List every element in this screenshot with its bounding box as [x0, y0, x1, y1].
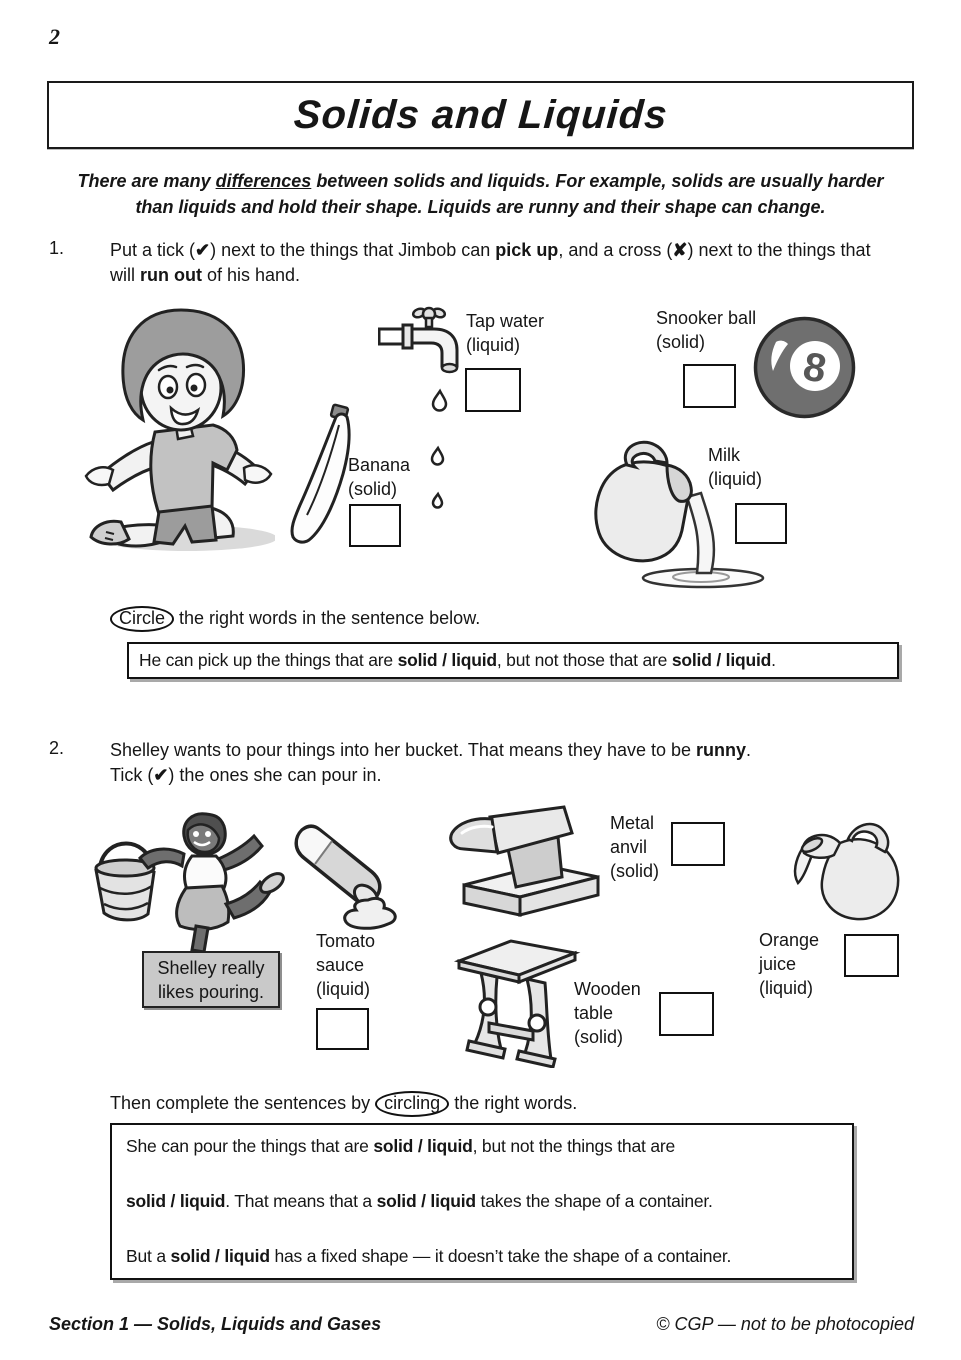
- label-line: (solid): [574, 1027, 624, 1047]
- wooden-table-checkbox[interactable]: [659, 992, 714, 1036]
- label-line: (liquid): [316, 979, 371, 999]
- q2-answer-line-2: solid / liquid. That means that a solid / liquid takes the shape of a container.: [126, 1191, 713, 1211]
- intro-text: [0, 168, 961, 220]
- label-line: Tomato: [316, 931, 376, 951]
- label-line: Wooden: [574, 979, 641, 999]
- caption-line: Shelley really: [157, 957, 265, 978]
- label-line: (solid): [610, 861, 660, 881]
- label-line: (solid): [656, 332, 706, 352]
- tap-illustration: [378, 303, 463, 515]
- intro-line-2: than liquids and hold their shape. Liquids are runny and their shape can change.: [135, 197, 826, 217]
- q2-text: [110, 738, 922, 788]
- tomato-sauce-illustration: [282, 808, 404, 936]
- label-line: Snooker ball: [656, 308, 757, 328]
- label-line: Orange: [759, 930, 820, 950]
- q1-line-2: will run out of his hand.: [110, 265, 301, 285]
- q2-circle-instruction: [110, 1091, 577, 1117]
- q1-number: 1.: [49, 238, 65, 258]
- metal-anvil-label: [610, 811, 659, 883]
- then-post-text: the right words.: [449, 1093, 578, 1113]
- banana-illustration: [280, 402, 358, 550]
- shelley-girl-illustration: [88, 808, 293, 973]
- label-line: (solid): [348, 479, 398, 499]
- label-line: (liquid): [759, 978, 814, 998]
- label-line: (liquid): [708, 469, 763, 489]
- q1-circle-instruction: [110, 606, 480, 632]
- label-line: juice: [759, 954, 797, 974]
- page-title: Solids and Liquids: [292, 92, 669, 137]
- label-line: sauce: [316, 955, 365, 975]
- tap-water-label: [466, 309, 544, 357]
- intro-line-1: There are many differences between solids and liquids. For example, solids are usually harder: [77, 171, 884, 191]
- label-line: Banana: [348, 455, 411, 475]
- tap-water-checkbox[interactable]: [465, 368, 521, 412]
- milk-checkbox[interactable]: [735, 503, 787, 544]
- milk-label: [708, 443, 762, 491]
- q2-answer-line-1: She can pour the things that are solid / liquid, but not the things that are: [126, 1136, 676, 1156]
- eight-ball-number: 8: [799, 344, 830, 392]
- orange-juice-checkbox[interactable]: [844, 934, 899, 977]
- label-line: Tap water: [466, 311, 545, 331]
- shelley-caption-box: [142, 951, 280, 1008]
- wooden-table-label: [574, 977, 641, 1049]
- q2-number: 2.: [49, 738, 65, 758]
- snooker-ball-label: [656, 306, 756, 354]
- jimbob-boy-illustration: [75, 300, 275, 560]
- circle-instruction-text: the right words in the sentence below.: [174, 608, 481, 628]
- title-box: [47, 81, 914, 149]
- label-line: Milk: [708, 445, 740, 465]
- orange-juice-jug-illustration: [788, 815, 910, 930]
- q2-line-2: Tick (✔) the ones she can pour in.: [110, 765, 382, 785]
- q1-line-1: Put a tick (✔) next to the things that Jimbob can pick up, and a cross (✘) next to the things that: [110, 240, 871, 260]
- footer-copyright: © CGP — not to be photocopied: [656, 1314, 914, 1334]
- label-line: anvil: [610, 837, 648, 857]
- caption-line: likes pouring.: [157, 981, 265, 1002]
- circling-word-oval: circling: [375, 1091, 449, 1117]
- tomato-sauce-checkbox[interactable]: [316, 1008, 369, 1050]
- eight-ball-illustration: [752, 315, 857, 420]
- circle-word-oval: Circle: [110, 606, 174, 632]
- q1-answer-box[interactable]: He can pick up the things that are solid / liquid, but not those that are solid / liquid.: [127, 642, 899, 679]
- q2-answer-box[interactable]: [110, 1123, 854, 1280]
- then-pre-text: Then complete the sentences by: [110, 1093, 376, 1113]
- label-line: table: [574, 1003, 614, 1023]
- metal-anvil-checkbox[interactable]: [671, 822, 725, 866]
- q2-answer-line-3: But a solid / liquid has a fixed shape — it doesn’t take the shape of a container.: [126, 1246, 732, 1266]
- orange-juice-label: [759, 928, 819, 1000]
- label-line: (liquid): [466, 335, 521, 355]
- label-line: Metal: [610, 813, 655, 833]
- snooker-ball-checkbox[interactable]: [683, 364, 736, 408]
- wooden-table-illustration: [453, 933, 581, 1068]
- tomato-sauce-label: [316, 929, 375, 1001]
- metal-anvil-illustration: [446, 793, 614, 933]
- q1-text: [110, 238, 922, 288]
- page-number: 2: [49, 24, 60, 49]
- q2-line-1: Shelley wants to pour things into her bucket. That means they have to be runny.: [110, 740, 752, 760]
- footer-section-title: Section 1 — Solids, Liquids and Gases: [49, 1314, 382, 1334]
